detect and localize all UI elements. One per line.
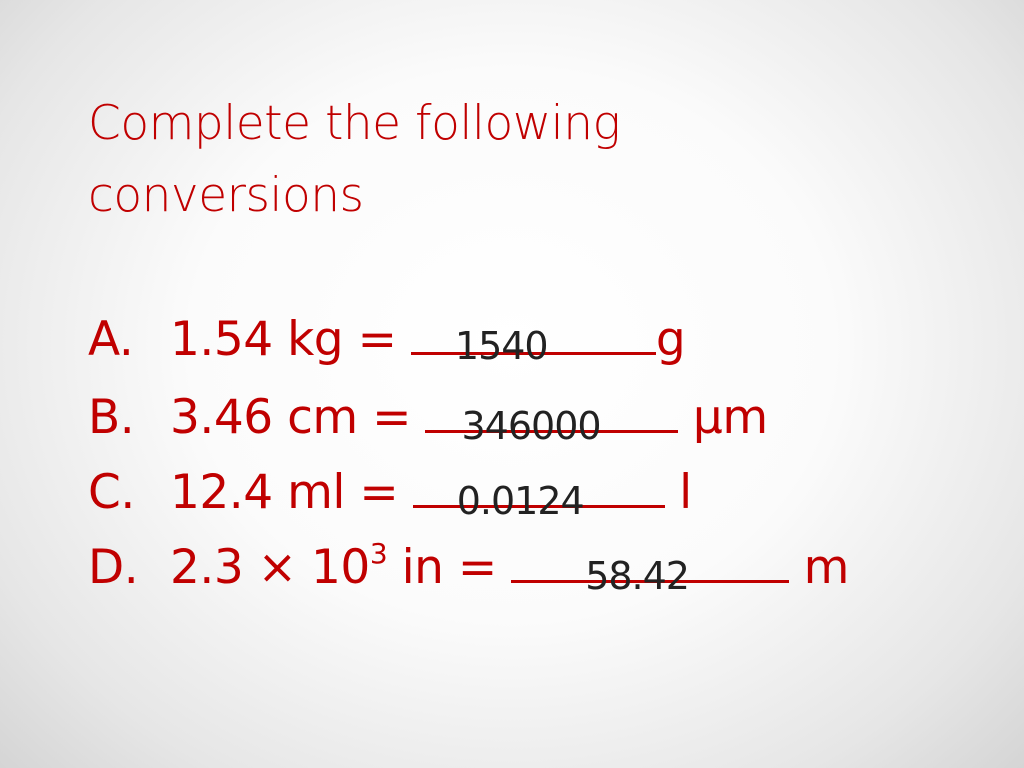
item-prefix: 3.46 cm = — [170, 390, 426, 445]
item-prefix: 12.4 ml = — [170, 465, 413, 520]
item-exponent: 3 — [369, 537, 388, 570]
answer-blank — [511, 540, 789, 598]
answer-blank — [413, 465, 665, 523]
item-prefix-base: 2.3 × 10 — [170, 540, 370, 595]
conversion-row-c — [88, 465, 692, 521]
answer-value: 0.0124 — [456, 479, 584, 523]
item-letter: D. — [88, 540, 139, 595]
item-unit: μm — [678, 390, 768, 445]
item-unit: g — [655, 312, 686, 367]
answer-blank — [411, 312, 656, 368]
conversion-row-a — [88, 312, 685, 368]
item-unit: l — [664, 465, 692, 520]
item-prefix: 1.54 kg = — [170, 312, 411, 367]
conversion-row-b — [88, 390, 768, 446]
conversion-row-d — [88, 537, 849, 598]
answer-blank — [425, 390, 678, 448]
slide-title: Complete the following conversions — [88, 96, 621, 223]
item-prefix-rest: in = — [387, 540, 512, 595]
answer-value: 58.42 — [585, 554, 689, 598]
item-letter: C. — [88, 465, 135, 520]
item-letter: B. — [88, 390, 135, 445]
answer-value: 346000 — [461, 404, 601, 448]
item-unit: m — [789, 540, 849, 595]
answer-value: 1540 — [454, 324, 548, 368]
item-letter: A. — [88, 312, 134, 367]
